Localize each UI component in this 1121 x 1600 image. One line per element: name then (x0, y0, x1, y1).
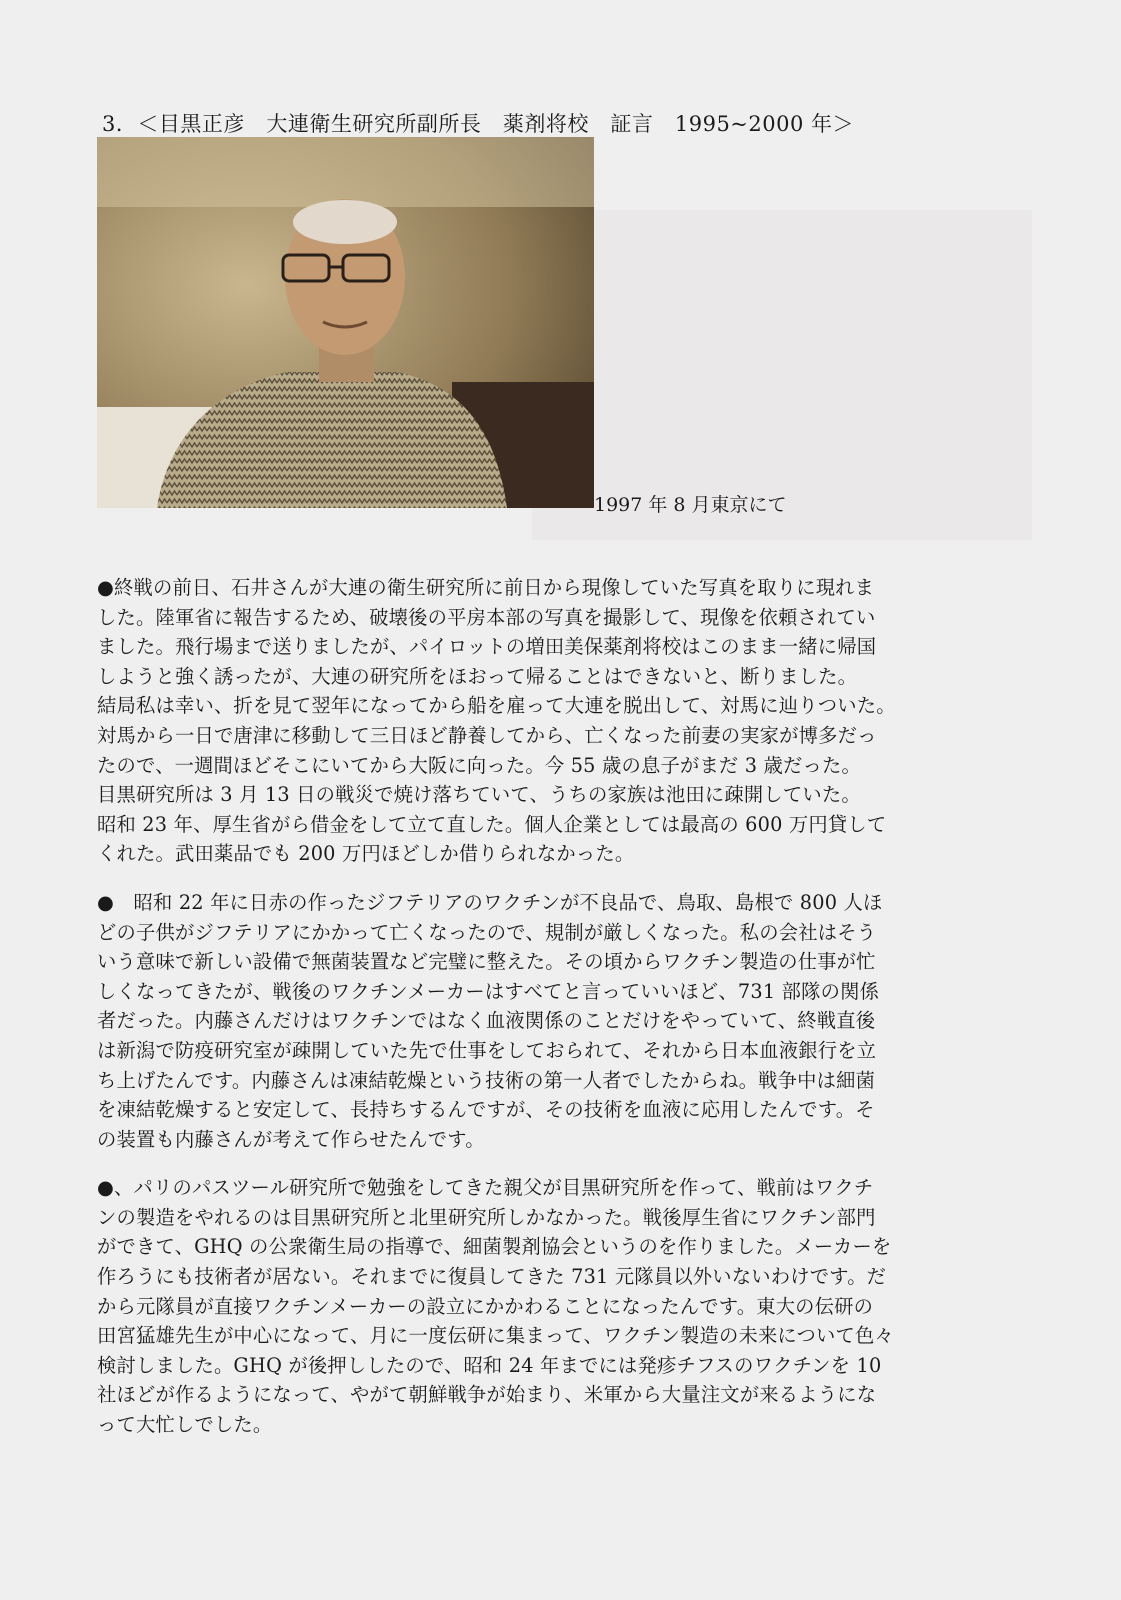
photo-caption: 1997 年 8 月東京にて (594, 494, 787, 516)
interview-photo (97, 137, 594, 508)
text-line: ました。飛行場まで送りましたが、パイロットの増田美保薬剤将校はこのまま一緒に帰国 (97, 635, 877, 659)
text-line: 検討しました。GHQ が後押ししたので、昭和 24 年までには発疹チフスのワクチンを 10 (97, 1353, 882, 1377)
text-line: 者だった。内藤さんだけはワクチンではなく血液関係のことだけをやっていて、終戦直後 (97, 1009, 876, 1033)
text-line: くれた。武田薬品でも 200 万円ほどしか借りられなかった。 (97, 842, 635, 866)
text-line: 田宮猛雄先生が中心になって、月に一度伝研に集まって、ワクチン製造の未来について色々 (97, 1324, 894, 1348)
text-line: から元隊員が直接ワクチンメーカーの設立にかかわることになったんです。東大の伝研の (97, 1294, 874, 1318)
text-line: ンの製造をやれるのは目黒研究所と北里研究所しかなかった。戦後厚生省にワクチン部門 (97, 1205, 876, 1229)
text-line: ●、パリのパスツール研究所で勉強をしてきた親父が目黒研究所を作って、戦前はワクチ (97, 1176, 874, 1200)
body-text (97, 573, 1037, 1459)
paragraph-3 (97, 1173, 1037, 1439)
text-line: の装置も内藤さんが考えて作らせたんです。 (97, 1127, 485, 1151)
text-line: 作ろうにも技術者が居ない。それまでに復員してきた 731 元隊員以外いないわけです。だ (97, 1265, 887, 1289)
text-line: 対馬から一日で唐津に移動して三日ほど静養してから、亡くなった前妻の実家が博多だっ (97, 723, 877, 747)
text-line: した。陸軍省に報告するため、破壊後の平房本部の写真を撮影して、現像を依頼されてい (97, 605, 876, 629)
text-line: しようと強く誘ったが、大連の研究所をほおって帰ることはできないと、断りました。 (97, 664, 858, 688)
text-line: 目黒研究所は 3 月 13 日の戦災で焼け落ちていて、うちの家族は池田に疎開していた。 (97, 783, 861, 807)
text-line: ち上げたんです。内藤さんは凍結乾燥という技術の第一人者でしたからね。戦争中は細菌 (97, 1068, 876, 1092)
text-line: いう意味で新しい設備で無菌装置など完璧に整えた。その頃からワクチン製造の仕事が忙 (97, 950, 876, 974)
text-line: 結局私は幸い、折を見て翌年になってから船を雇って大連を脱出して、対馬に辿りついた。 (97, 694, 896, 718)
paragraph-1 (97, 573, 1037, 869)
paragraph-2 (97, 888, 1037, 1154)
text-line: ● 昭和 22 年に日赤の作ったジフテリアのワクチンが不良品で、鳥取、島根で 800 人ほ (97, 890, 883, 914)
text-line: 昭和 23 年、厚生省がら借金をして立て直した。個人企業としては最高の 600 万円貸して (97, 812, 887, 836)
text-line: ●終戦の前日、石井さんが大連の衛生研究所に前日から現像していた写真を取りに現れま (97, 576, 875, 599)
section-heading: 3．＜目黒正彦 大連衛生研究所副所長 薬剤将校 証言 1995~2000 年＞ (102, 112, 855, 136)
text-line: は新潟で防疫研究室が疎開していた先で仕事をしておられて、それから日本血液銀行を立 (97, 1038, 877, 1062)
text-line: どの子供がジフテリアにかかって亡くなったので、規制が厳しくなった。私の会社はそう (97, 920, 877, 944)
text-line: 社ほどが作るようになって、やがて朝鮮戦争が始まり、米軍から大量注文が来るようにな (97, 1383, 877, 1407)
text-line: しくなってきたが、戦後のワクチンメーカーはすべてと言っていいほど、731 部隊の関係 (97, 979, 880, 1003)
text-line: を凍結乾燥すると安定して、長持ちするんですが、その技術を血液に応用したんです。そ (97, 1098, 875, 1122)
text-line: ができて、GHQ の公衆衛生局の指導で、細菌製剤協会というのを作りました。メーカーを (97, 1235, 892, 1259)
text-line: たので、一週間ほどそこにいてから大阪に向った。今 55 歳の息子がまだ 3 歳だった。 (97, 753, 862, 777)
text-line: って大忙しでした。 (97, 1413, 273, 1437)
